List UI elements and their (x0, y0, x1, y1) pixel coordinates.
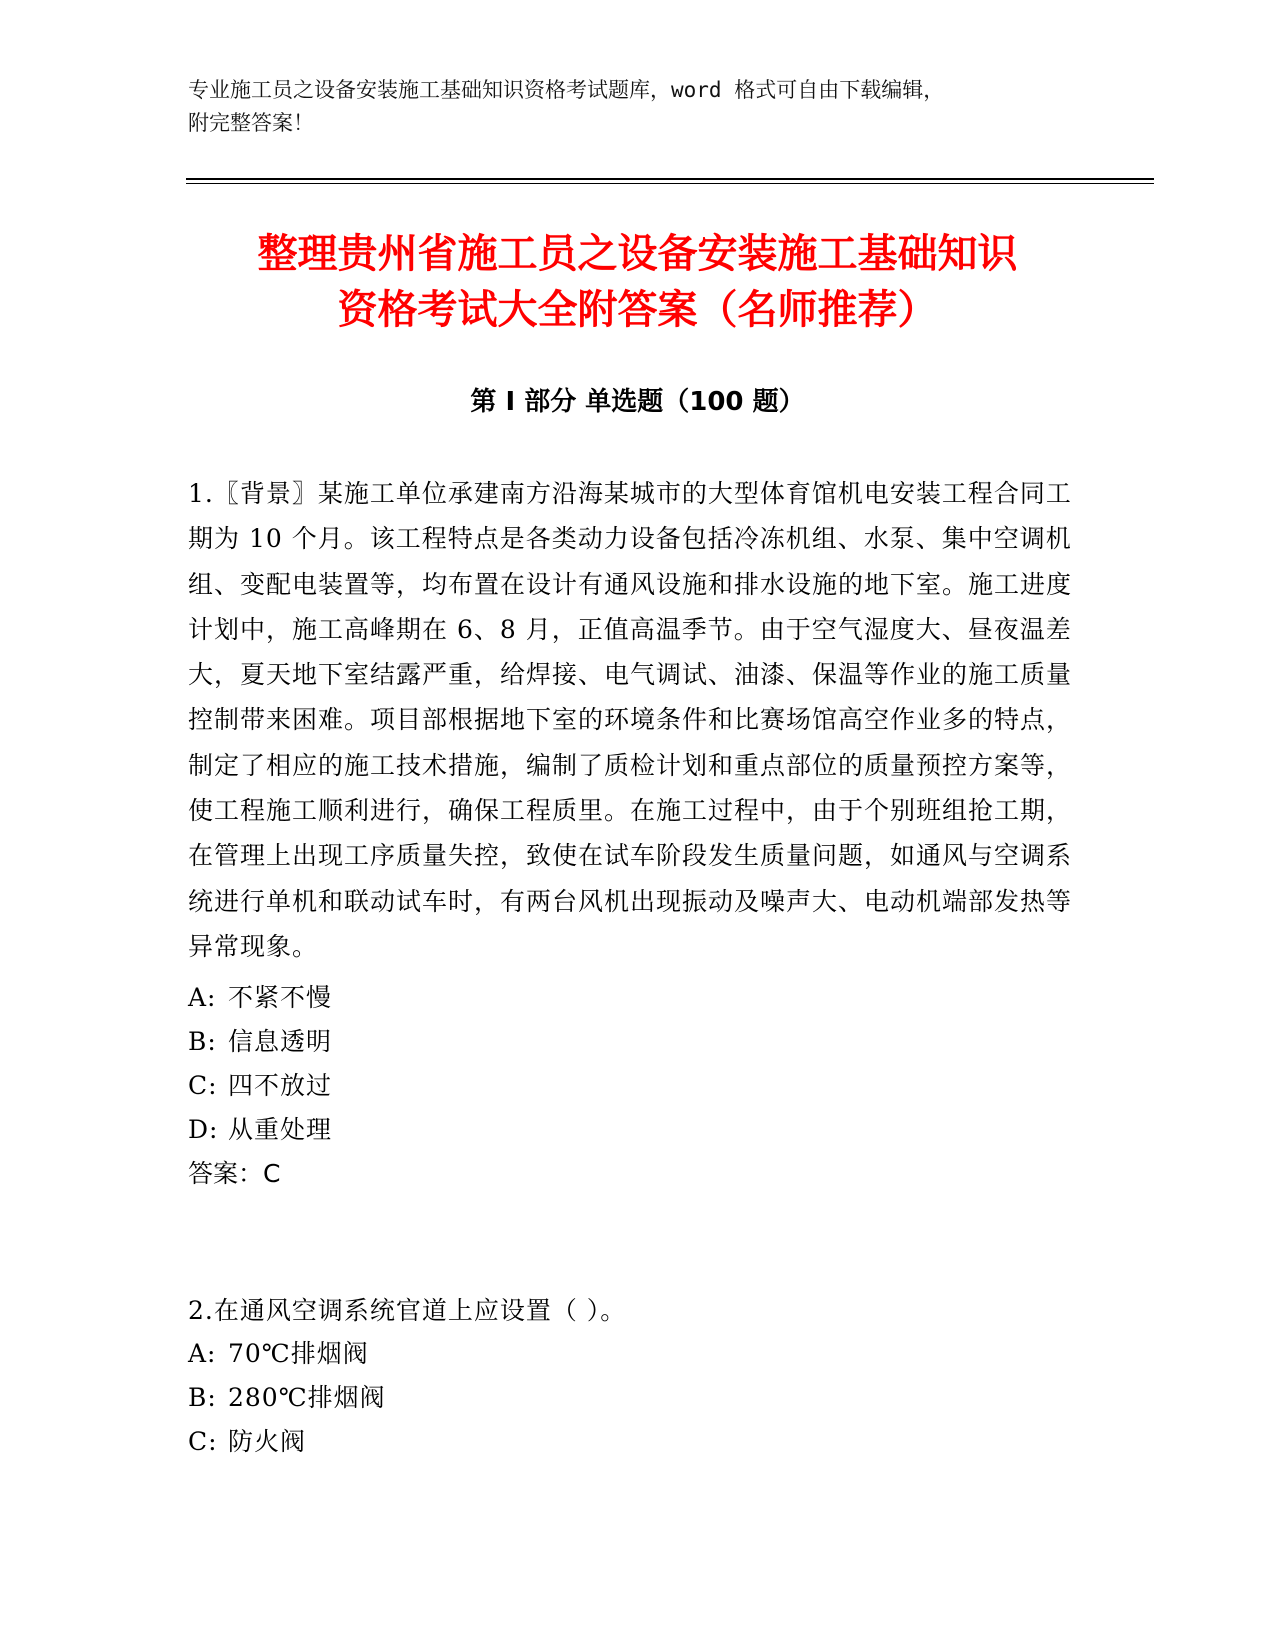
question-2-option-c (188, 1424, 306, 1460)
section-heading: 第 I 部分 单选题（100 题） (470, 387, 805, 417)
option-letter: B: (188, 1383, 217, 1412)
header-divider-thick (186, 178, 1154, 180)
header-divider-thin (186, 183, 1154, 184)
header-note-line-1: 专业施工员之设备安装施工基础知识资格考试题库，word 格式可自由下载编辑， (188, 78, 945, 102)
option-text: 从重处理 (228, 1115, 333, 1144)
option-letter: C: (188, 1427, 218, 1456)
question-1-stem: 1.〖背景〗某施工单位承建南方沿海某城市的大型体育馆机电安装工程合同工期为 10 个月。该工程特点是各类动力设备包括冷冻机组、水泵、集中空调机组、变配电装置等，均布置在设计有通风设施和排水设施的地下室。施工进度计划中，施工高峰期在 6、8 月，正值高温季节。由于空气湿度大、昼夜温差大，夏天地下室结露严重，给焊接、电气调试、油漆、保温等作业的施工质量控制带来困难。项目部根据地下室的环境条件和比赛场馆高空作业多的特点，制定了相应的施工技术措施，编制了质检计划和重点部位的质量预控方案等，使工程施工顺利进行，确保工程质里。在施工过程中，由于个别班组抢工期，在管理上出现工序质量失控，致使在试车阶段发生质量问题，如通风与空调系统进行单机和联动试车时，有两台风机出现振动及噪声大、电动机端部发热等异常现象。 (188, 479, 1073, 961)
header-note (188, 74, 1068, 140)
option-letter: C: (188, 1071, 218, 1100)
option-letter: A: (188, 1339, 217, 1368)
option-text: 防火阀 (228, 1427, 307, 1456)
option-letter: B: (188, 1027, 217, 1056)
option-letter: A: (188, 983, 217, 1012)
option-text: 不紧不慢 (228, 983, 333, 1012)
question-2-option-b (188, 1380, 386, 1416)
option-text: 70℃排烟阀 (228, 1339, 369, 1368)
document-title-line-2: 资格考试大全附答案（名师推荐） (337, 287, 938, 333)
option-letter: D: (188, 1115, 219, 1144)
document-title (150, 226, 1125, 338)
question-2-option-a (188, 1336, 369, 1372)
question-1-option-d (188, 1112, 332, 1148)
option-text: 四不放过 (228, 1071, 333, 1100)
question-1-option-b (188, 1024, 332, 1060)
question-2-stem: 2.在通风空调系统官道上应设置（ ）。 (188, 1296, 627, 1325)
header-note-line-2: 附完整答案！ (188, 111, 314, 135)
question-1-option-c (188, 1068, 332, 1104)
question-1-answer: 答案：C (188, 1159, 281, 1188)
question-1-option-a (188, 980, 332, 1016)
document-title-line-1: 整理贵州省施工员之设备安装施工基础知识 (257, 231, 1018, 277)
option-text: 280℃排烟阀 (228, 1383, 386, 1412)
option-text: 信息透明 (228, 1027, 333, 1056)
